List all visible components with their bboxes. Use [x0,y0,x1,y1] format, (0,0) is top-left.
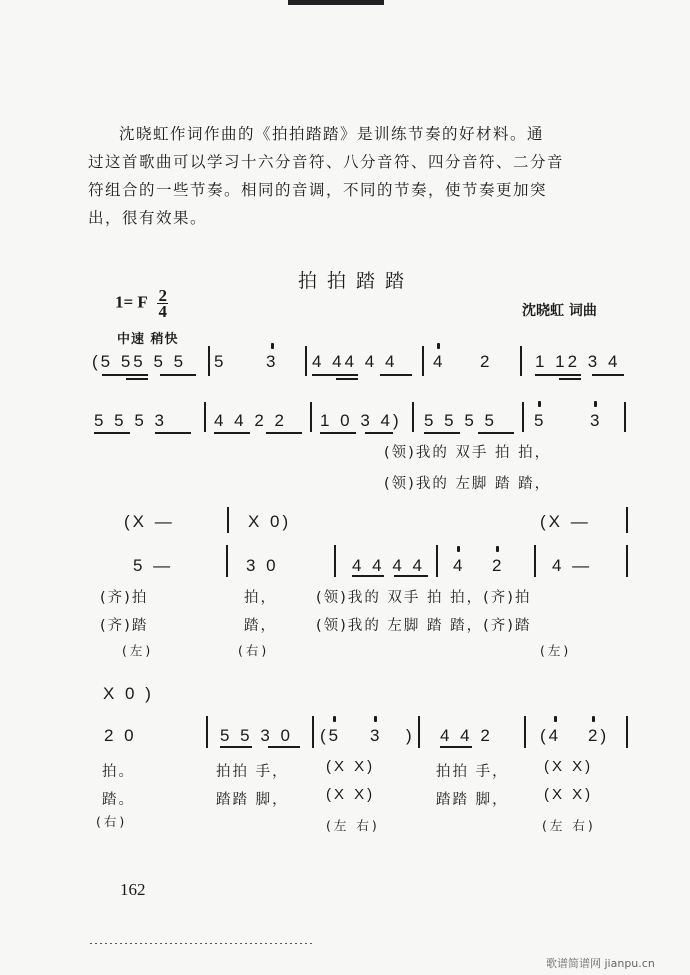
beam [478,432,514,434]
percussion-part: X 0) [248,512,292,531]
tempo-marking: 中速 稍快 [117,332,179,347]
beam [380,374,412,376]
accent-mark [437,343,440,349]
note-group: 4 4 4 4 [352,556,425,575]
bar-line [310,402,312,432]
lyric-line: (领)我的 双手 拍 拍， [384,445,552,461]
footer-rule [90,943,315,944]
note-group: 4 4 2 [440,726,493,745]
bar-line [534,545,536,577]
beam [94,432,130,434]
note: 2 [480,352,493,371]
note-group: 1 12 3 4 [535,352,621,371]
accent-mark [554,716,557,722]
accent-mark [457,546,460,552]
percussion-part: (X — [540,512,591,531]
bar-line [422,346,424,376]
intro-line: 沈晓虹作词作曲的《拍拍踏踏》是训练节奏的好材料。通 [119,125,545,143]
watermark: 歌谱简谱网 jianpu.cn [546,957,655,970]
note: 2) [588,726,610,745]
lyric-line: 踏。 [102,792,135,808]
beam [440,746,472,748]
top-edge-mark [288,0,384,5]
accent-mark [594,401,597,407]
lyric-line: (齐)拍 [100,590,149,606]
lyric-line: 踏踏 脚， [436,792,509,808]
bar-line [312,716,314,748]
accent-mark [271,343,274,349]
beam [312,374,358,376]
hand-indicator: (左 右) [542,818,596,833]
note-group: 4 4 2 2 [214,411,287,430]
note: 3 [266,352,279,371]
lyric-line: (领)我的 双手 拍 拍，(齐)拍 [316,590,532,606]
intro-paragraph [88,120,633,232]
lyric-line: 拍拍 手， [216,764,289,780]
lyric-line: 踏， [244,618,277,634]
lyric-line: (X X) [544,786,594,803]
bracket: ) [406,726,415,745]
note-group: (5 55 5 5 [92,352,187,371]
lyric-line: 拍拍 手， [436,764,509,780]
bar-line [204,402,206,432]
percussion-part: (X — [124,512,175,531]
bar-line [524,716,526,748]
beam [394,575,428,577]
key-label: 1= F [115,292,148,312]
hand-indicator: (左) [540,643,572,658]
beam [155,432,191,434]
time-bottom: 4 [158,302,167,321]
bar-line [206,716,208,748]
bar-line [520,346,522,376]
beam [266,432,302,434]
key-signature [115,288,168,319]
bar-line [626,545,628,577]
note-group: 2 0 [104,726,137,745]
note: 4 [453,556,466,575]
hand-indicator: (右) [238,643,270,658]
beam [559,378,581,380]
percussion-part: X 0 ) [103,684,154,703]
bar-line [522,402,524,432]
lyric-line: 拍。 [102,764,135,780]
bar-line [334,545,336,577]
page-number: 162 [120,880,146,899]
note: 5 [214,352,227,371]
beam [352,575,384,577]
lyric-line: (齐)踏 [100,618,149,634]
lyric-line: (领)我的 左脚 踏 踏，(齐)踏 [316,618,532,634]
note: 2 [492,556,505,575]
beam [126,378,148,380]
lyric-line: (X X) [326,758,376,775]
hand-indicator: (左 右) [326,818,380,833]
bar-line [208,346,210,376]
beam [535,374,581,376]
note-group: 5 5 5 5 [424,411,497,430]
bar-line [626,716,628,748]
note: (4 [540,726,562,745]
bar-line [226,545,228,577]
beam [320,432,356,434]
note: 3 [590,411,603,430]
beam [365,432,393,434]
beam [220,746,252,748]
bar-line [436,545,438,577]
accent-mark [496,546,499,552]
song-title: 拍拍踏踏 [298,270,415,292]
lyric-line: (领)我的 左脚 踏 踏， [384,476,552,492]
composer-credit: 沈晓虹 词曲 [522,303,597,319]
beam [160,374,196,376]
note-group: 3 0 [246,556,279,575]
note-group: 5 — [133,556,174,575]
lyric-line: (X X) [326,786,376,803]
time-signature [157,288,168,319]
intro-line: 出，很有效果。 [88,209,208,227]
time-top: 2 [158,286,167,305]
beam [268,746,300,748]
accent-mark [592,716,595,722]
accent-mark [374,716,377,722]
note: 5 [534,411,547,430]
beam [424,432,460,434]
note-group: 5 5 5 3 [94,411,167,430]
accent-mark [333,716,336,722]
bar-line [305,346,307,376]
intro-line: 符组合的一些节奏。相同的音调，不同的节奏，使节奏更加突 [88,181,548,199]
note-group: 4 44 4 4 [312,352,398,371]
bar-line [227,507,229,533]
beam [214,432,250,434]
note-group: 4 — [552,556,593,575]
beam [102,374,148,376]
lyric-line: 拍， [244,590,277,606]
note: 4 [433,352,446,371]
hand-indicator: (右) [96,814,128,829]
bar-line [626,507,628,533]
beam [336,378,358,380]
accent-mark [538,401,541,407]
lyric-line: 踏踏 脚， [216,792,289,808]
bar-line [624,402,626,432]
bar-line [412,402,414,432]
note: (5 [320,726,342,745]
intro-line: 过这首歌曲可以学习十六分音符、八分音符、四分音符、二分音 [88,153,565,171]
note-group: 5 5 3 0 [220,726,293,745]
lyric-line: (X X) [544,758,594,775]
note: 3 [370,726,383,745]
bar-line [418,716,420,748]
hand-indicator: (左) [122,643,154,658]
beam [592,374,624,376]
note-group: 1 0 3 4) [320,411,402,430]
